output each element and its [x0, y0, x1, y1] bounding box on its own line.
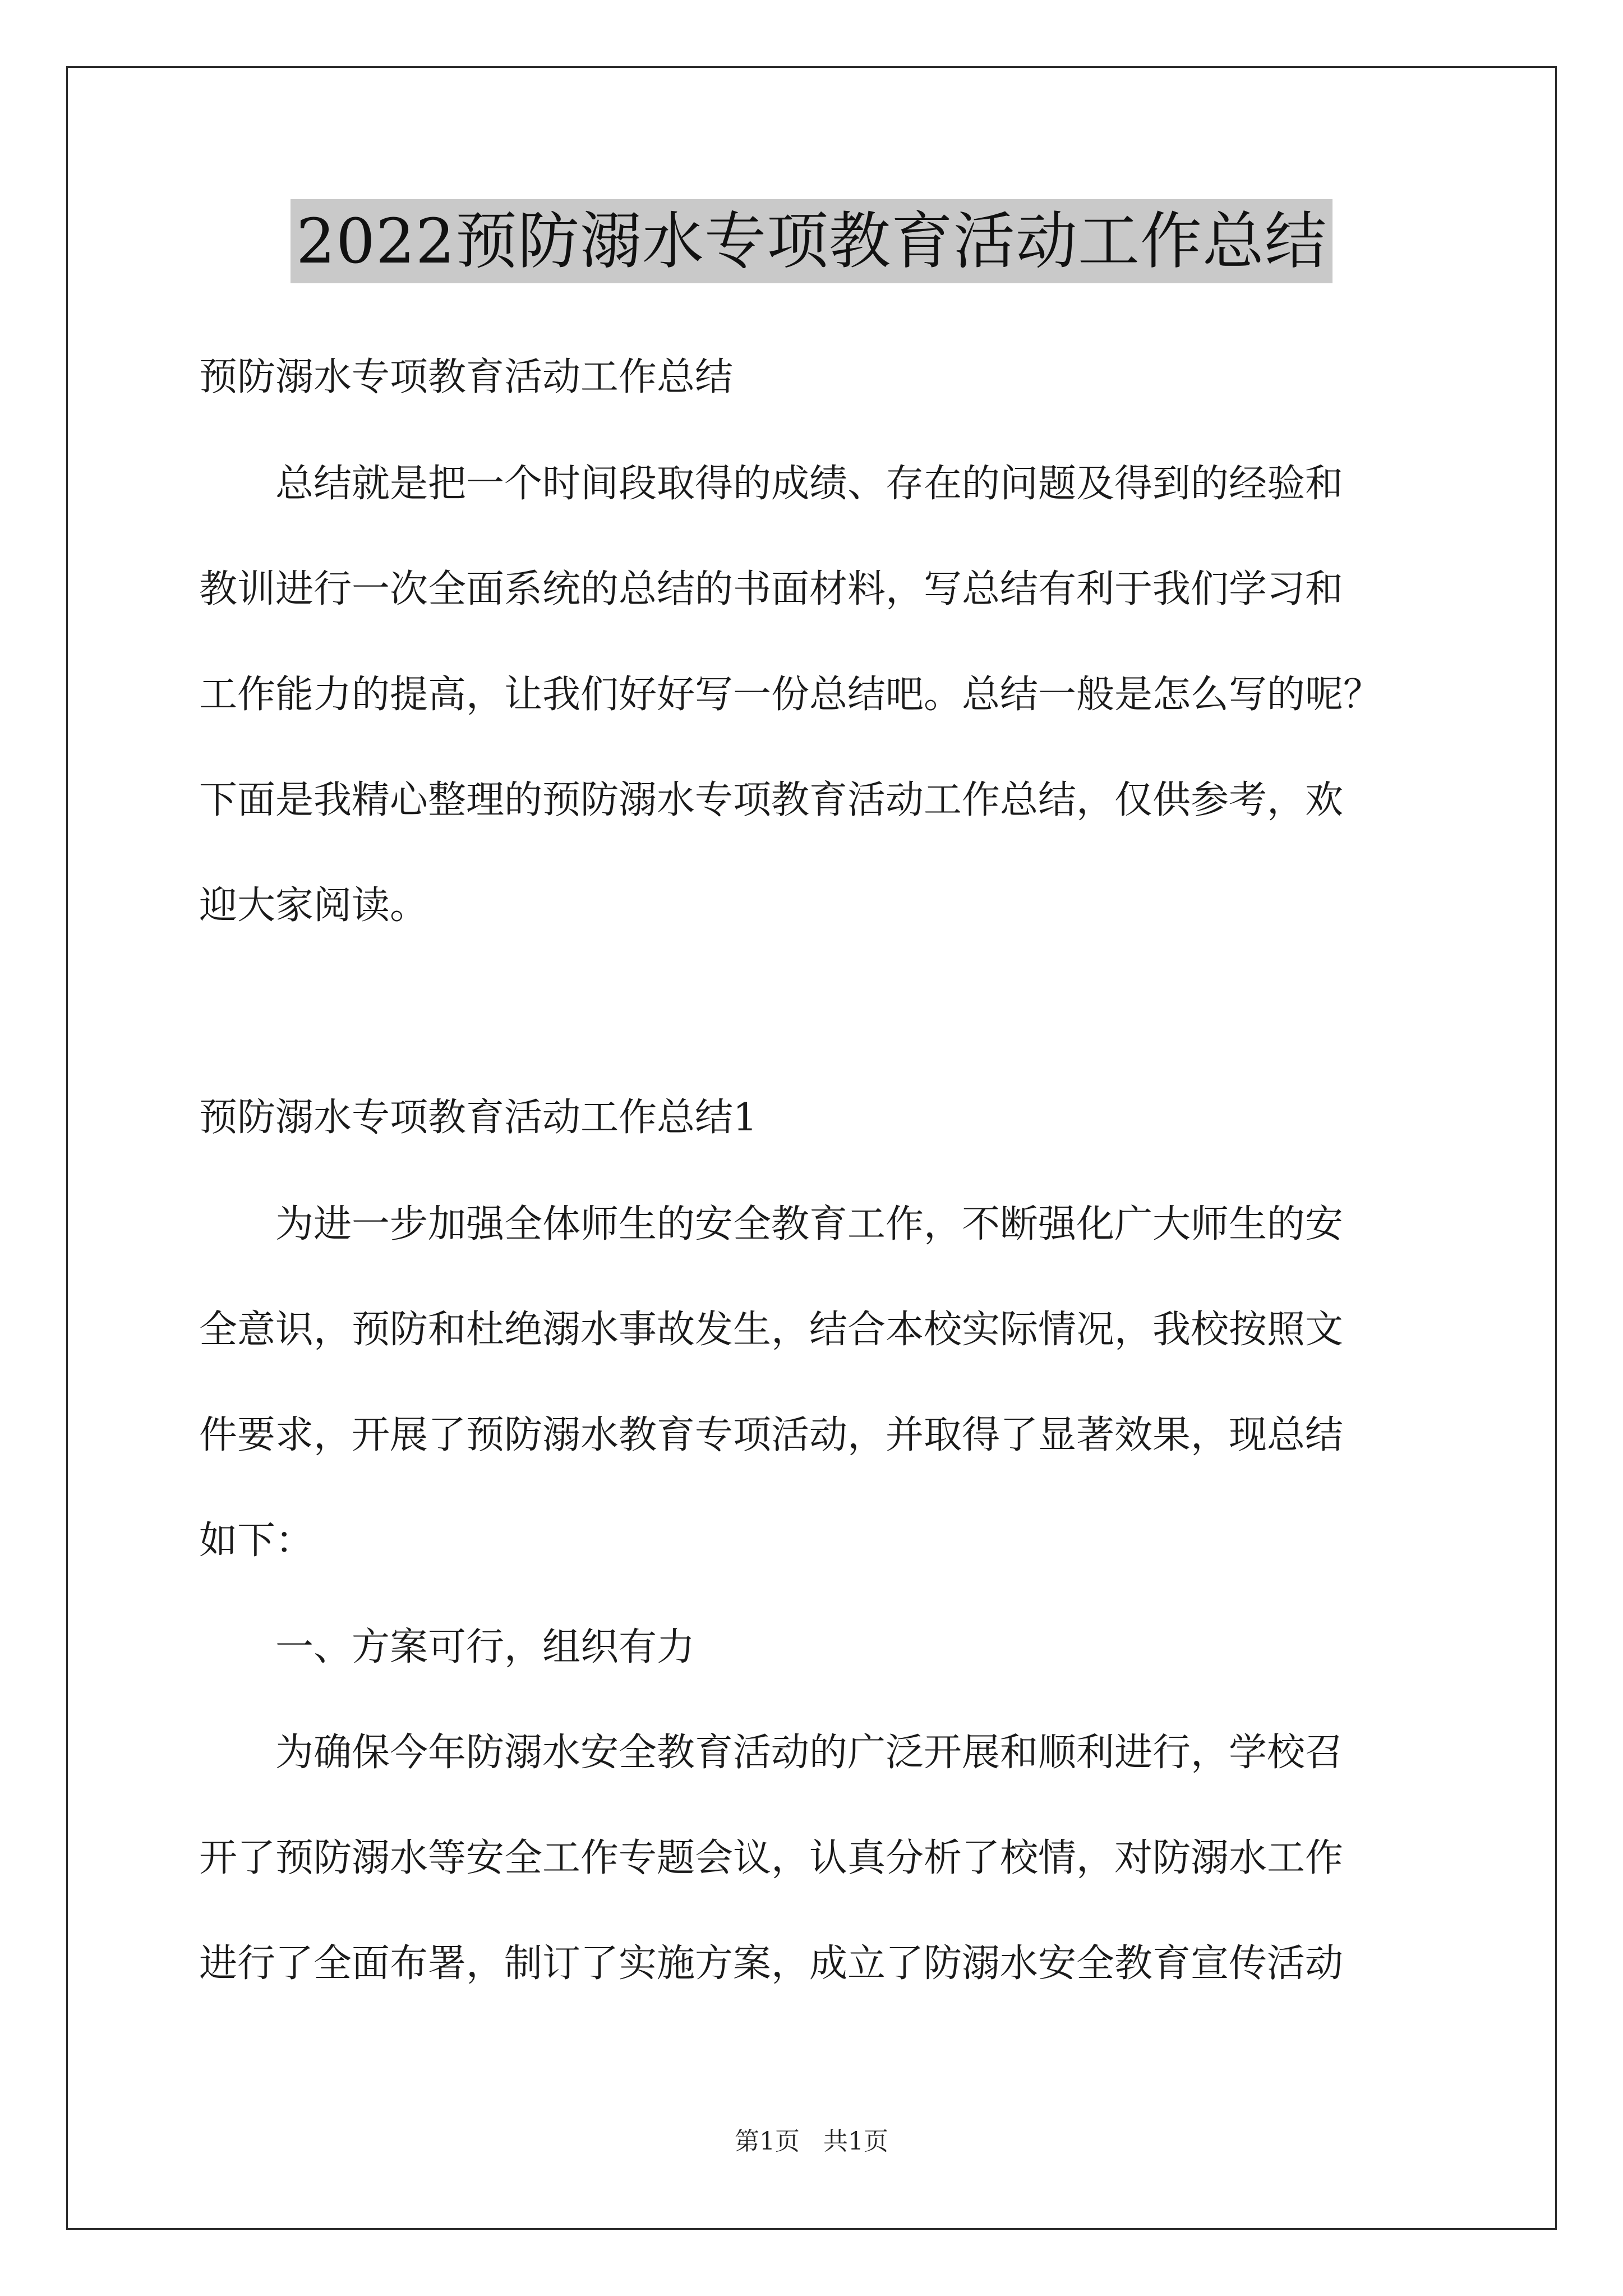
page-footer: [0, 2125, 1623, 2159]
intro-line: 教训进行一次全面系统的总结的书面材料，写总结有利于我们学习和: [199, 567, 1344, 611]
section-title: 预防溺水专项教育活动工作总结1: [199, 1096, 758, 1140]
intro-line: 下面是我精心整理的预防溺水专项教育活动工作总结，仅供参考，欢: [199, 778, 1344, 822]
section-line: 全意识，预防和杜绝溺水事故发生，结合本校实际情况，我校按照文: [199, 1308, 1344, 1352]
intro-line: 工作能力的提高，让我们好好写一份总结吧。总结一般是怎么写的呢？: [199, 673, 1382, 717]
section-line: 为进一步加强全体师生的安全教育工作，不断强化广大师生的安: [199, 1202, 1344, 1246]
section-line: 如下：: [199, 1519, 314, 1563]
body-line: 开了预防溺水等安全工作专题会议，认真分析了校情，对防溺水工作: [199, 1836, 1344, 1880]
document-subtitle: 预防溺水专项教育活动工作总结: [199, 355, 734, 399]
page-number-total: 共1页: [823, 2127, 888, 2156]
body-line: 进行了全面布署，制订了实施方案，成立了防溺水安全教育宣传活动: [199, 1941, 1344, 1986]
heading-one: 一、方案可行，组织有力: [199, 1625, 695, 1669]
page-number-current: 第1页: [735, 2127, 800, 2156]
section-line: 件要求，开展了预防溺水教育专项活动，并取得了显著效果，现总结: [199, 1413, 1344, 1457]
intro-line: 总结就是把一个时间段取得的成绩、存在的问题及得到的经验和: [199, 462, 1344, 506]
document-title: 2022预防溺水专项教育活动工作总结: [291, 199, 1332, 283]
title-container: [0, 199, 1623, 283]
intro-line: 迎大家阅读。: [199, 884, 428, 928]
body-line: 为确保今年防溺水安全教育活动的广泛开展和顺利进行，学校召: [199, 1731, 1344, 1775]
